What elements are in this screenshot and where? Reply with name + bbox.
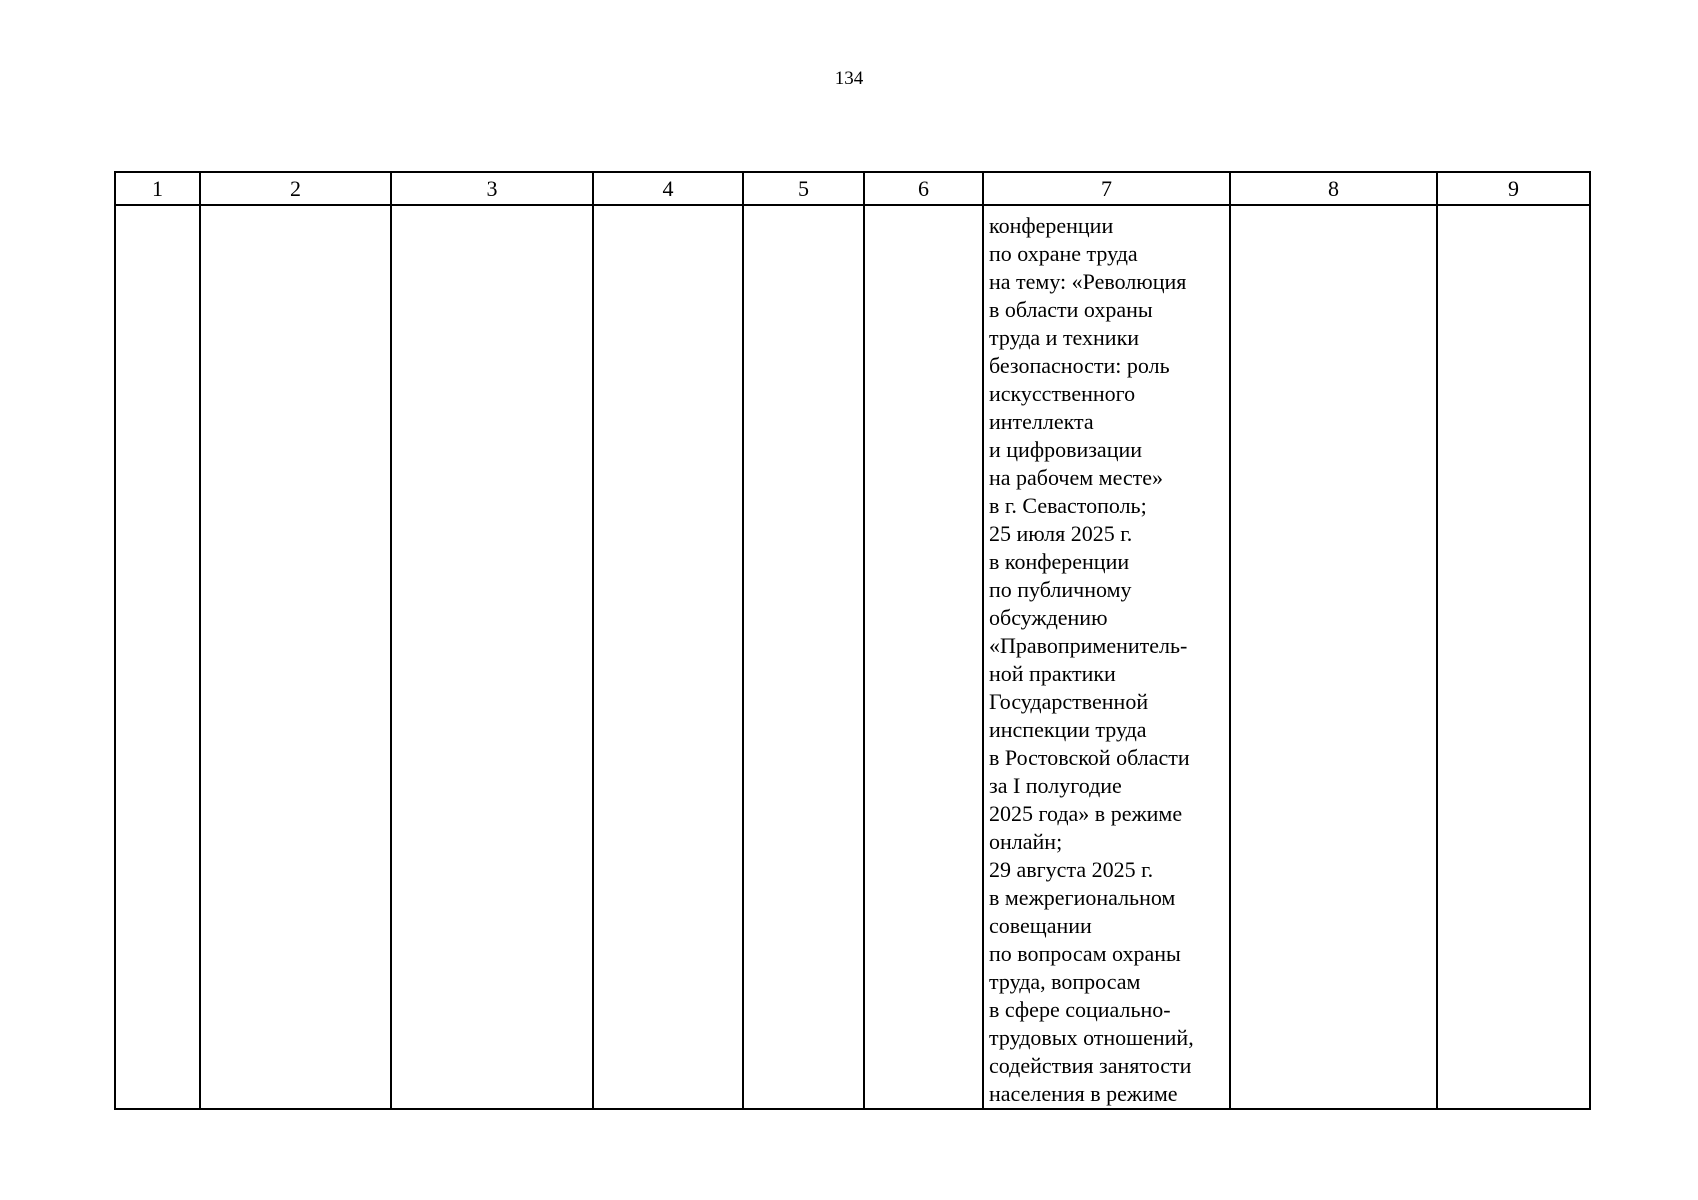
column-header-7: 7 xyxy=(983,172,1230,205)
column-header-4: 4 xyxy=(593,172,743,205)
text-line: онлайн; xyxy=(989,829,1063,854)
text-line: Государственной xyxy=(989,689,1149,714)
text-line: конференции xyxy=(989,213,1114,238)
text-line: «Правоприменитель- xyxy=(989,633,1188,658)
table-header-row xyxy=(115,172,1590,205)
cell-col-7-text xyxy=(984,206,1229,1108)
text-line: в области охраны xyxy=(989,297,1153,322)
text-line: 25 июля 2025 г. xyxy=(989,521,1133,546)
text-line: в Ростовской области xyxy=(989,745,1190,770)
cell-col-9 xyxy=(1437,205,1590,1109)
text-line: трудовых отношений, xyxy=(989,1025,1194,1050)
cell-col-4 xyxy=(593,205,743,1109)
text-line: в конференции xyxy=(989,549,1130,574)
text-line: населения в режиме xyxy=(989,1081,1178,1106)
text-line: труда и техники xyxy=(989,325,1140,350)
text-line: на рабочем месте» xyxy=(989,465,1164,490)
text-line: в межрегиональном xyxy=(989,885,1176,910)
text-line: по публичному xyxy=(989,577,1132,602)
column-header-2: 2 xyxy=(200,172,391,205)
cell-col-1 xyxy=(115,205,200,1109)
text-line: содействия занятости xyxy=(989,1053,1192,1078)
table-row xyxy=(115,205,1590,1109)
text-line: и цифровизации xyxy=(989,437,1143,462)
cell-col-5 xyxy=(743,205,864,1109)
document-table xyxy=(114,171,1591,1110)
text-line: 2025 года» в режиме xyxy=(989,801,1183,826)
text-line: за I полугодие xyxy=(989,773,1122,798)
text-line: интеллекта xyxy=(989,409,1094,434)
text-line: по охране труда xyxy=(989,241,1138,266)
cell-col-3 xyxy=(391,205,593,1109)
column-header-3: 3 xyxy=(391,172,593,205)
text-line: по вопросам охраны xyxy=(989,941,1181,966)
cell-col-6 xyxy=(864,205,983,1109)
cell-col-8 xyxy=(1230,205,1437,1109)
text-line: ной практики xyxy=(989,661,1116,686)
text-line: обсуждению xyxy=(989,605,1108,630)
text-line: труда, вопросам xyxy=(989,969,1141,994)
page-number: 134 xyxy=(834,68,864,89)
text-line: 29 августа 2025 г. xyxy=(989,857,1154,882)
text-line: инспекции труда xyxy=(989,717,1147,742)
text-line: совещании xyxy=(989,913,1092,938)
column-header-5: 5 xyxy=(743,172,864,205)
column-header-8: 8 xyxy=(1230,172,1437,205)
column-header-6: 6 xyxy=(864,172,983,205)
text-line: на тему: «Революция xyxy=(989,269,1187,294)
column-header-9: 9 xyxy=(1437,172,1590,205)
cell-col-7 xyxy=(983,205,1230,1109)
text-line: искусственного xyxy=(989,381,1136,406)
text-line: в сфере социально- xyxy=(989,997,1171,1022)
text-line: в г. Севастополь; xyxy=(989,493,1147,518)
column-header-1: 1 xyxy=(115,172,200,205)
text-line: безопасности: роль xyxy=(989,353,1170,378)
cell-col-2 xyxy=(200,205,391,1109)
